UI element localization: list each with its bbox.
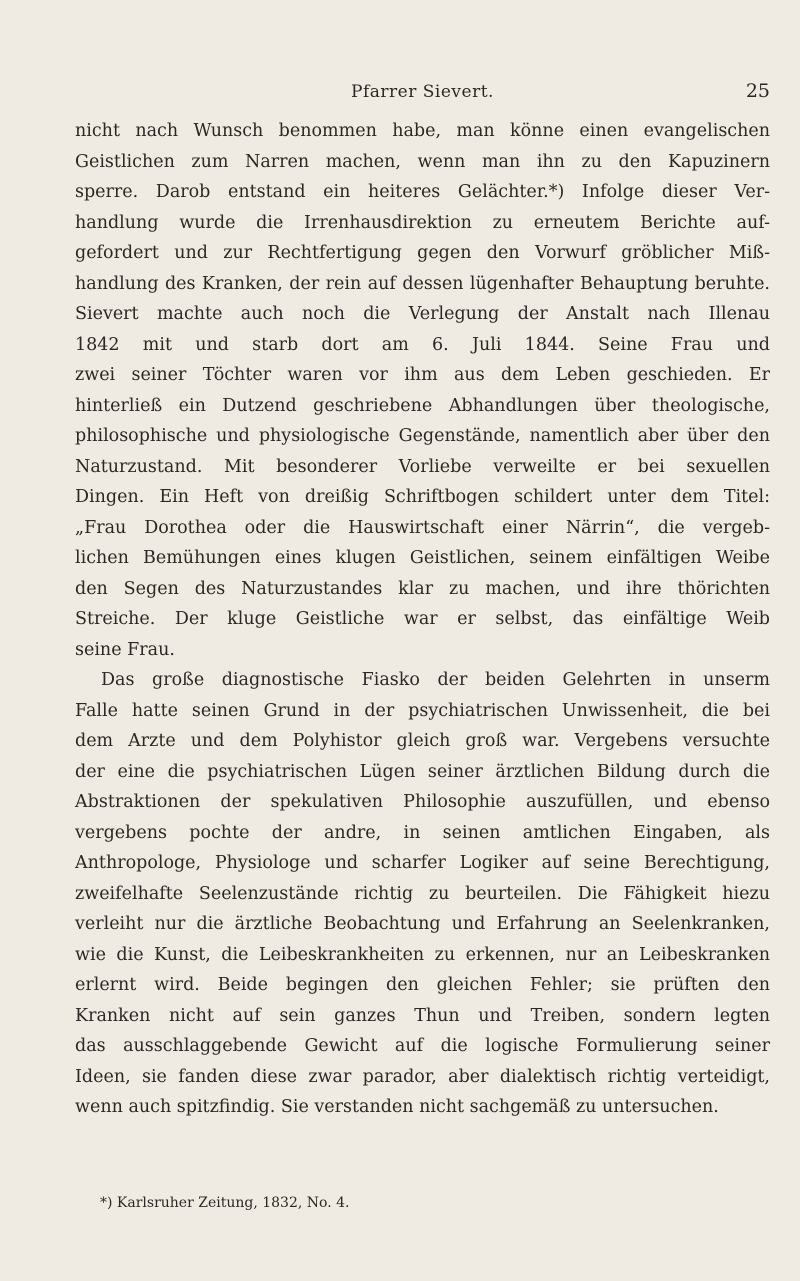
text-line: wie die Kunst, die Leibeskrankheiten zu erkennen, nur an Leibeskranken [75,944,770,965]
text-line: handlung des Kranken, der rein auf dessen lügenhafter Behauptung beruhte. [75,273,770,294]
text-line: der eine die psychiatrischen Lügen seiner ärztlichen Bildung durch die [75,761,770,782]
text-line: zwei seiner Töchter waren vor ihm aus dem Leben geschieden. Er [75,365,770,385]
text-line: seine Frau. [75,639,175,660]
text-line: nicht nach Wunsch benommen habe, man könne einen evangelischen [75,121,770,141]
text-line: das ausschlaggebende Gewicht auf die logische Formulierung seiner [75,1036,770,1056]
text-line: Ideen, sie fanden diese zwar parador, aber dialektisch richtig verteidigt, [75,1066,770,1087]
text-line: zweifelhafte Seelenzustände richtig zu beurteilen. Die Fähigkeit hiezu [75,883,770,904]
footnote: *) Karlsruher Zeitung, 1832, No. 4. [100,1195,350,1211]
text-line: handlung wurde die Irrenhausdirektion zu erneutem Berichte auf- [75,212,770,233]
text-line: Sievert machte auch noch die Verlegung der Anstalt nach Illenau [75,304,770,324]
text-line: philosophische und physiologische Gegenstände, namentlich aber über den [75,426,770,446]
text-line: wenn auch spitzfindig. Sie verstanden nicht sachgemäß zu untersuchen. [75,1097,719,1117]
page-number: 25 [745,80,770,102]
text-line: Das große diagnostische Fiasko der beiden Gelehrten in unserm [101,670,770,690]
text-line: Geistlichen zum Narren machen, wenn man ihn zu den Kapuzinern [75,151,770,172]
text-line: Anthropologe, Physiologe und scharfer Logiker auf seine Berechtigung, [75,853,770,873]
text-line: verleiht nur die ärztliche Beobachtung und Erfahrung an Seelenkranken, [75,914,770,934]
text-line: vergebens pochte der andre, in seinen amtlichen Eingaben, als [75,822,770,843]
running-header [75,80,770,106]
text-line: Kranken nicht auf sein ganzes Thun und Treiben, sondern legten [75,1005,770,1026]
text-line: Streiche. Der kluge Geistliche war er selbst, das einfältige Weib [75,609,770,629]
text-line: Dingen. Ein Heft von dreißig Schriftbogen schildert unter dem Titel: [75,487,770,507]
running-title: Pfarrer Sievert. [351,82,494,102]
text-line: den Segen des Naturzustandes klar zu machen, und ihre thörichten [75,578,770,599]
text-line: Falle hatte seinen Grund in der psychiatrischen Unwissenheit, die bei [75,700,770,721]
body-text [75,116,770,1123]
text-line: gefordert und zur Rechtfertigung gegen den Vorwurf gröblicher Miß- [75,243,770,263]
text-line: hinterließ ein Dutzend geschriebene Abhandlungen über theologische, [75,395,770,416]
text-line: erlernt wird. Beide begingen den gleichen Fehler; sie prüften den [75,975,770,995]
text-line: Naturzustand. Mit besonderer Vorliebe verweilte er bei sexuellen [75,456,770,477]
text-line: sperre. Darob entstand ein heiteres Gelächter.*) Infolge dieser Ver- [75,182,770,202]
text-line: dem Arzte und dem Polyhistor gleich groß war. Vergebens versuchte [75,731,770,751]
text-line: 1842 mit und starb dort am 6. Juli 1844. Seine Frau und [75,334,770,355]
text-line: lichen Bemühungen eines klugen Geistlichen, seinem einfältigen Weibe [75,548,770,568]
text-line: Abstraktionen der spekulativen Philosophie auszufüllen, und ebenso [75,792,770,812]
text-line: „Frau Dorothea oder die Hauswirtschaft einer Närrin“, die vergeb- [75,517,770,538]
